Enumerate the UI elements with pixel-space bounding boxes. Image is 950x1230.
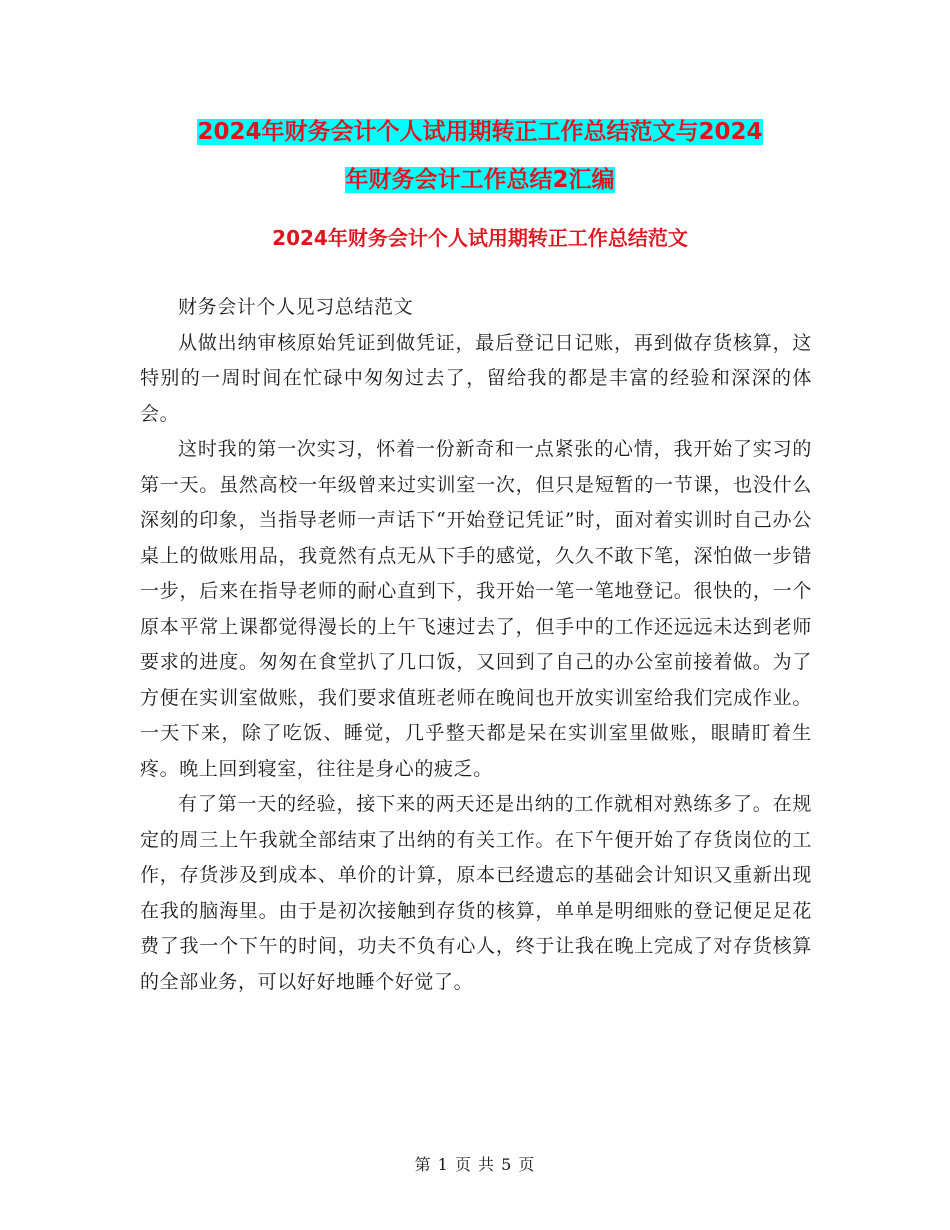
- document-title: [140, 108, 820, 204]
- page-footer: 第 1 页 共 5 页: [414, 1155, 536, 1174]
- paragraph: 这时我的第一次实习，怀着一份新奇和一点紧张的心情，我开始了实习的第一天。虽然高校一年级曾来过实训室一次，但只是短暂的一节课，也没什么深刻的印象，当指导老师一声话下“开始登记凭证”时，面对着实训时自己办公桌上的做账用品，我竟然有点无从下手的感觉，久久不敢下笔，深怕做一步错一步，后来在指导老师的耐心直到下，我开始一笔一笔地登记。很快的，一个原本平常上课都觉得漫长的上午飞速过去了，但手中的工作还远远未达到老师要求的进度。匆匆在食堂扒了几口饭，又回到了自己的办公室前接着做。为了方便在实训室做账，我们要求值班老师在晚间也开放实训室给我们完成作业。一天下来，除了吃饭、睡觉，几乎整天都是呆在实训室里做账，眼睛盯着生疼。晚上回到寝室，往往是身心的疲乏。: [140, 438, 812, 780]
- paragraph: 从做出纳审核原始凭证到做凭证，最后登记日记账，再到做存货核算，这特别的一周时间在忙碌中匆匆过去了，留给我的都是丰富的经验和深深的体会。: [140, 331, 812, 425]
- paragraph: 有了第一天的经验，接下来的两天还是出纳的工作就相对熟练多了。在规定的周三上午我就全部结束了出纳的有关工作。在下午便开始了存货岗位的工作，存货涉及到成本、单价的计算，原本已经遗忘的基础会计知识又重新出现在我的脑海里。由于是初次接触到存货的核算，单单是明细账的登记便足足花费了我一个下午的时间，功夫不负有心人，终于让我在晚上完成了对存货核算的全部业务，可以好好地睡个好觉了。: [140, 793, 812, 993]
- section-heading: 2024年财务会计个人试用期转正工作总结范文: [272, 226, 688, 250]
- document-body: [140, 290, 812, 1000]
- title-line-2: 年财务会计工作总结2汇编: [345, 167, 615, 193]
- paragraph: 财务会计个人见习总结范文: [178, 296, 414, 318]
- title-line-1: 2024年财务会计个人试用期转正工作总结范文与2024: [197, 119, 763, 145]
